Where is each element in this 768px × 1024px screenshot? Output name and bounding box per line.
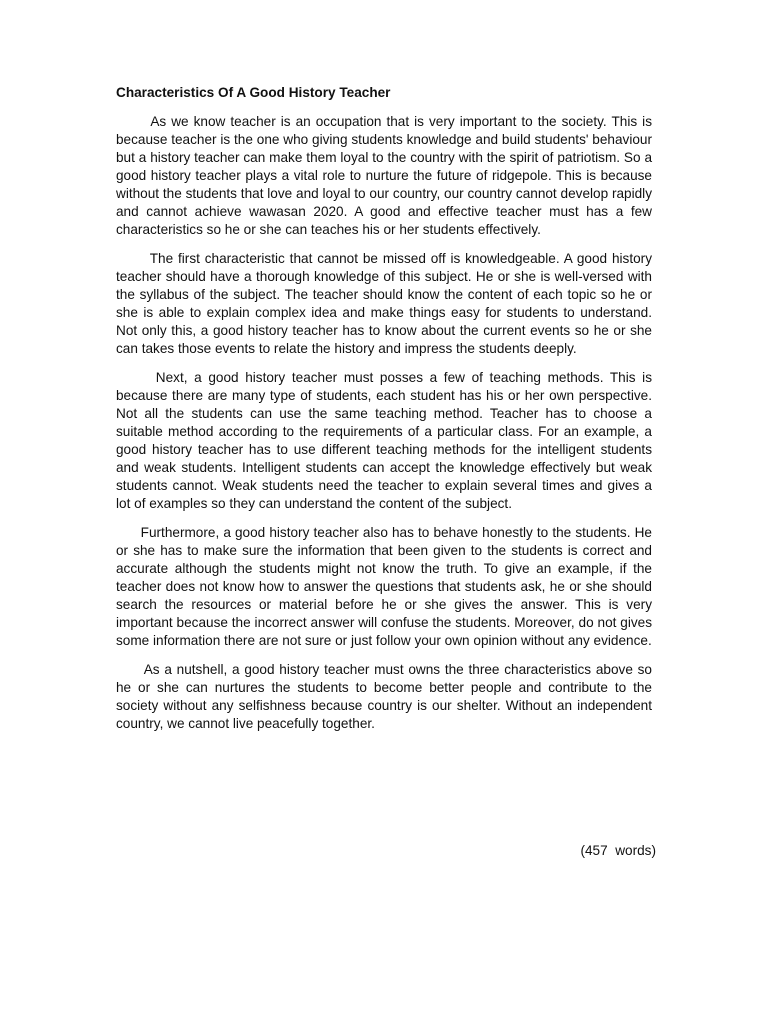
paragraph-text: Furthermore, a good history teacher also has to behave honestly to the students. He or she has to make sure the information that been given to the students is correct and accurate although the students might not know the truth. To give an example, if the teacher does not know how to answer the questions that students ask, he or she should search the resources or material before he or she gives the answer. This is very important because the incorrect answer will confuse the students. Moreover, do not gives some information there are not sure or just follow your own opinion without any evidence. [116, 525, 652, 648]
paragraph-introduction [116, 113, 652, 239]
paragraph-text: As we know teacher is an occupation that is very important to the society. This is because teacher is the one who giving students knowledge and build students' behaviour but a history teacher can make them loyal to the country with the spirit of patriotism. So a good history teacher plays a vital role to nurture the future of ridgepole. This is because without the students that love and loyal to our country, our country cannot develop rapidly and cannot achieve wawasan 2020. A good and effective teacher must has a few characteristics so he or she can teaches his or her students effectively. [116, 114, 652, 237]
paragraph-honesty [116, 524, 652, 650]
paragraph-conclusion [116, 661, 652, 733]
paragraph-knowledgeable [116, 250, 652, 358]
paragraph-indent [116, 251, 150, 266]
paragraph-text: Next, a good history teacher must posses a few of teaching methods. This is because there are many type of students, each student has his or her own perspective. Not all the students can use the same teaching method. Teacher has to choose a suitable method according to the requirements of a particular class. For an example, a good history teacher has to use different teaching methods for the intelligent students and weak students. Intelligent students can accept the knowledge effectively but weak students cannot. Weak students need the teacher to explain several times and gives a lot of examples so they can understand the content of the subject. [116, 370, 652, 511]
paragraph-indent [116, 114, 150, 129]
paragraph-text: The first characteristic that cannot be missed off is knowledgeable. A good history teacher should have a thorough knowledge of this subject. He or she is well-versed with the syllabus of the subject. The teacher should know the content of each topic so he or she is able to explain complex idea and make things easy for students to understand. Not only this, a good history teacher has to know about the current events so he or she can takes those events to relate the history and impress the students deeply. [116, 251, 652, 356]
paragraph-indent [116, 370, 156, 385]
paragraph-teaching-methods [116, 369, 652, 513]
document-body [116, 84, 652, 744]
document-title: Characteristics Of A Good History Teacher [116, 85, 391, 100]
paragraph-indent [116, 525, 141, 540]
paragraph-text: As a nutshell, a good history teacher must owns the three characteristics above so he or she can nurtures the students to become better people and contribute to the society without any selfishness because country is our shelter. Without an independent country, we cannot live peacefully together. [116, 662, 652, 731]
word-count: (457 words) [580, 843, 656, 858]
paragraph-indent [116, 662, 144, 677]
